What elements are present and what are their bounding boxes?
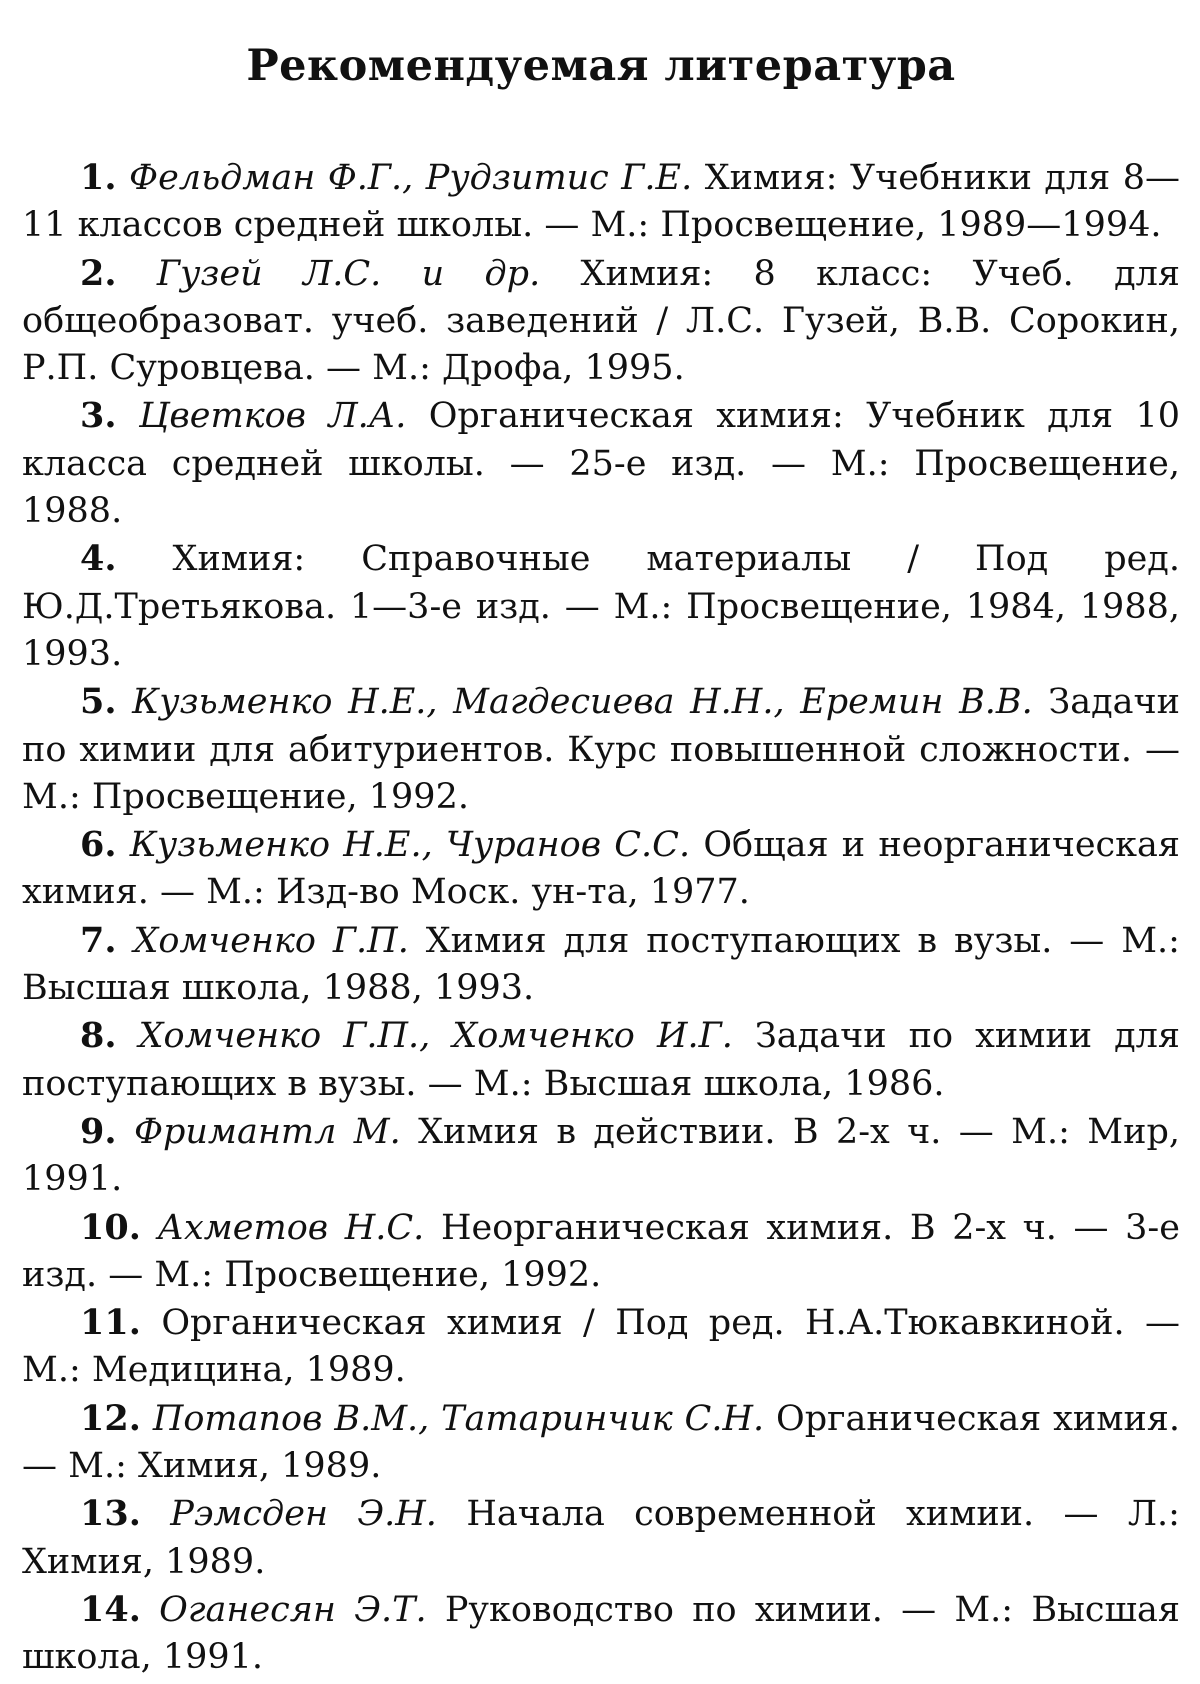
reference-text: Химия для поступающих в вузы. — М.: Высшая школа, 1988, 1993.	[22, 920, 1180, 1009]
reference-item	[22, 1586, 1180, 1682]
reference-number: 10.	[80, 1206, 141, 1248]
reference-text: Химия в действии. В 2-х ч. — М.: Мир, 1991.	[22, 1111, 1180, 1200]
reference-authors: Потапов В.М., Татаринчик С.Н.	[152, 1398, 765, 1439]
reference-item	[22, 1108, 1180, 1204]
reference-text: Химия: Учебники для 8—11 классов средней школы. — М.: Просвещение, 1989—1994.	[22, 158, 1180, 246]
reference-text: Задачи по химии для поступающих в вузы. — М.: Высшая школа, 1986.	[22, 1016, 1180, 1104]
reference-authors: Оганесян Э.Т.	[159, 1589, 427, 1630]
reference-authors: Рэмсден Э.Н.	[170, 1494, 437, 1535]
reference-authors: Хомченко Г.П., Хомченко И.Г.	[138, 1016, 733, 1057]
reference-item	[22, 1204, 1180, 1300]
reference-item	[22, 821, 1180, 917]
reference-number: 5.	[80, 681, 117, 723]
reference-number: 3.	[80, 395, 117, 437]
reference-number: 7.	[80, 919, 117, 961]
reference-number: 2.	[80, 252, 117, 294]
reference-text: Органическая химия. — М.: Химия, 1989.	[22, 1398, 1180, 1487]
reference-authors: Кузьменко Н.Е., Чуранов С.С.	[129, 825, 691, 866]
reference-item	[22, 917, 1180, 1013]
page	[22, 30, 1180, 1682]
reference-number: 14.	[80, 1588, 141, 1630]
reference-authors: Цветков Л.А.	[138, 396, 407, 437]
reference-text: Неорганическая химия. В 2-х ч. — 3-е изд. — М.: Просвещение, 1992.	[22, 1207, 1180, 1295]
reference-item	[22, 250, 1180, 393]
reference-list	[22, 154, 1180, 1682]
reference-number: 8.	[80, 1015, 117, 1057]
reference-authors: Кузьменко Н.Е., Магдесиева Н.Н., Еремин В.В.	[132, 682, 1033, 723]
reference-item	[22, 392, 1180, 535]
reference-authors: Ахметов Н.С.	[157, 1207, 425, 1248]
reference-authors: Фельдман Ф.Г., Рудзитис Г.Е.	[129, 158, 693, 198]
reference-item	[22, 678, 1180, 821]
page-title: Рекомендуемая литература	[246, 41, 956, 91]
reference-text: Руководство по химии. — М.: Высшая школа, 1991.	[22, 1589, 1180, 1678]
reference-number: 13.	[80, 1493, 141, 1535]
reference-text: Химия: Справочные материалы / Под ред. Ю.Д.Третьякова. 1—3-е изд. — М.: Просвещение, 1984, 1988, 1993.	[22, 539, 1180, 674]
reference-authors: Гузей Л.С. и др.	[156, 253, 541, 294]
reference-number: 4.	[80, 538, 117, 580]
reference-item	[22, 1299, 1180, 1395]
reference-text: Задачи по химии для абитуриентов. Курс повышенной сложности. — М.: Просвещение, 1992.	[22, 682, 1180, 817]
reference-item	[22, 154, 1180, 250]
reference-text: Органическая химия / Под ред. Н.А.Тюкавкиной. — М.: Медицина, 1989.	[22, 1303, 1180, 1391]
reference-authors: Фримантл М.	[133, 1111, 401, 1152]
reference-text: Общая и неорганическая химия. — М.: Изд-во Моск. ун-та, 1977.	[22, 825, 1180, 913]
reference-number: 1.	[80, 157, 117, 198]
reference-authors: Хомченко Г.П.	[133, 920, 409, 961]
reference-item	[22, 1490, 1180, 1586]
reference-item	[22, 1012, 1180, 1108]
reference-number: 9.	[80, 1110, 117, 1152]
reference-text: Органическая химия: Учебник для 10 класса средней школы. — 25-е изд. — М.: Просвещение, 1988.	[22, 396, 1180, 532]
reference-item	[22, 535, 1180, 678]
reference-number: 6.	[80, 824, 117, 866]
reference-text: Начала современной химии. — Л.: Химия, 1989.	[22, 1494, 1180, 1582]
reference-number: 11.	[80, 1302, 141, 1344]
reference-number: 12.	[80, 1397, 141, 1439]
reference-item	[22, 1395, 1180, 1491]
reference-text: Химия: 8 класс: Учеб. для общеобразоват. учеб. заведений / Л.С. Гузей, В.В. Сорокин, Р.П. Суровцева. — М.: Дрофа, 1995.	[22, 253, 1180, 389]
